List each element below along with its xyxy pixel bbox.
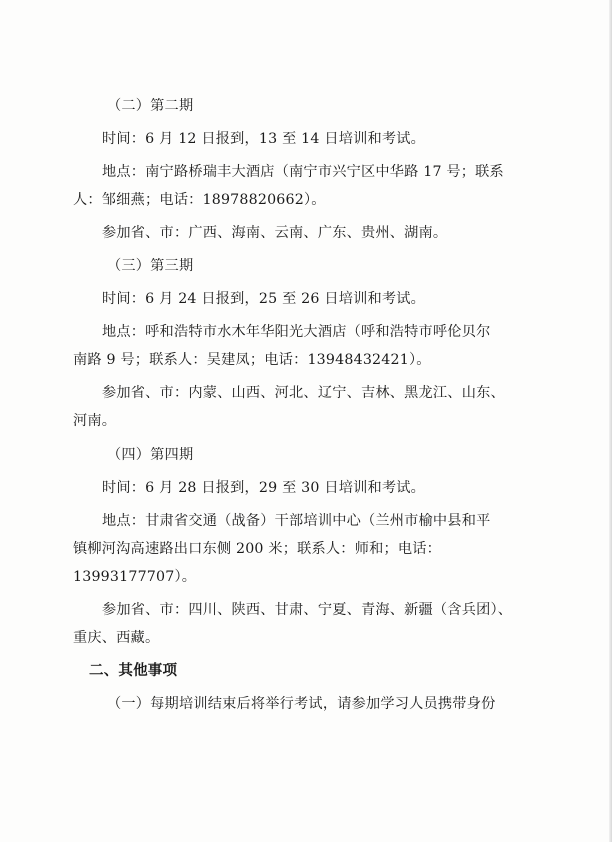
document-body	[73, 96, 543, 714]
other-item1-line1: （一）每期培训结束后将举行考试，请参加学习人员携带身份	[107, 696, 496, 712]
period3-time: 时间：6 月 24 日报到，25 至 26 日培训和考试。	[102, 291, 426, 307]
period2-location-line2: 人：邹细燕；电话：18978820662）。	[73, 192, 326, 208]
period3-participants-line1: 参加省、市：内蒙、山西、河北、辽宁、吉林、黑龙江、山东、	[102, 385, 505, 401]
period4-participants-line2: 重庆、西藏。	[73, 630, 160, 646]
period2-time: 时间：6 月 12 日报到，13 至 14 日培训和考试。	[102, 131, 426, 147]
other-matters-title: 二、其他事项	[89, 663, 178, 679]
period4-location-line2: 镇柳河沟高速路出口东侧 200 米；联系人：师和；电话：	[73, 541, 442, 557]
period2-participants: 参加省、市：广西、海南、云南、广东、贵州、湖南。	[102, 225, 448, 241]
period3-participants-line2: 河南。	[73, 413, 117, 429]
period4-location-line1: 地点：甘肃省交通（战备）干部培训中心（兰州市榆中县和平	[102, 513, 491, 529]
period2-heading: （二）第二期	[107, 98, 194, 114]
period4-participants-line1: 参加省、市：四川、陕西、甘肃、宁夏、青海、新疆（含兵团）、	[102, 602, 513, 618]
period4-time: 时间：6 月 28 日报到，29 至 30 日培训和考试。	[102, 480, 426, 496]
period4-heading: （四）第四期	[107, 447, 194, 463]
period3-location-line1: 地点：呼和浩特市水木年华阳光大酒店（呼和浩特市呼伦贝尔	[102, 324, 491, 340]
period3-heading: （三）第三期	[107, 258, 194, 274]
period2-location-line1: 地点：南宁路桥瑞丰大酒店（南宁市兴宁区中华路 17 号；联系	[102, 164, 504, 180]
period3-location-line2: 南路 9 号；联系人：吴建凤；电话：13948432421）。	[73, 352, 431, 368]
period4-location-line3: 13993177707）。	[73, 569, 197, 585]
